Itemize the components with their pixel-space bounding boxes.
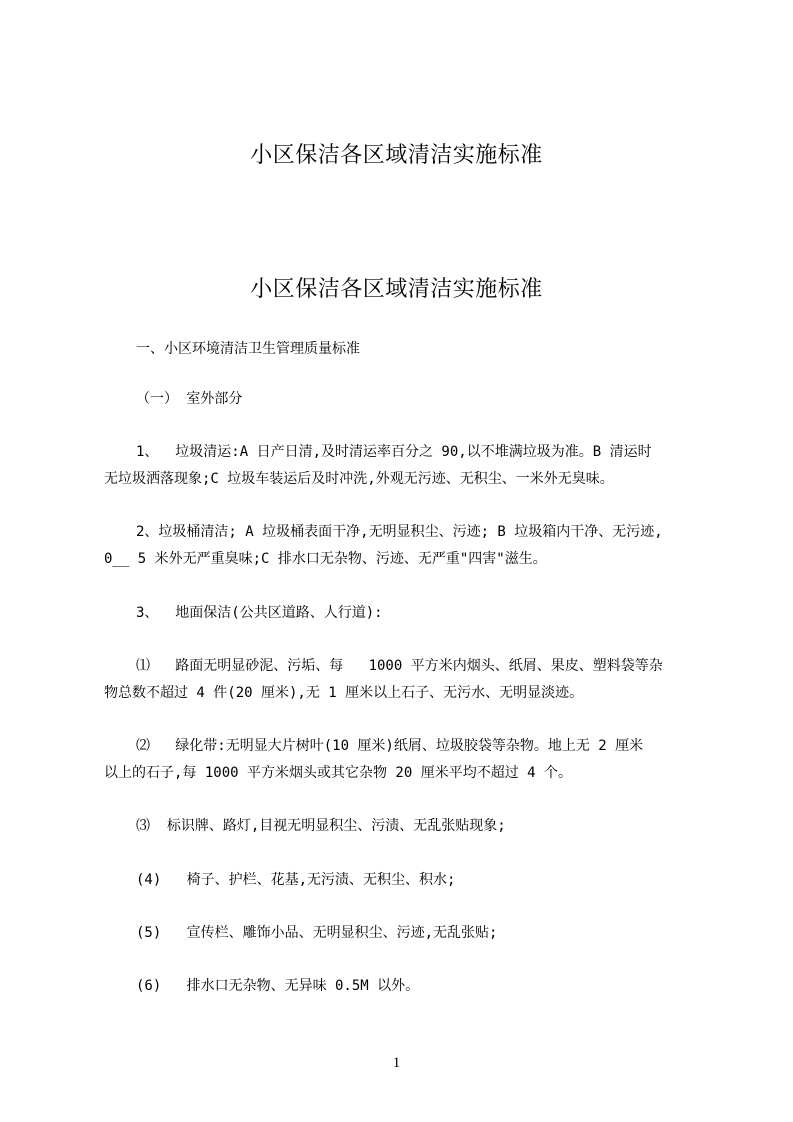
item-1-line-1: 1、 垃圾清运:A 日产日清,及时清运率百分之 90,以不堆满垃圾为准。B 清运时 [136,444,652,460]
section-1-heading: 一、小区环境清洁卫生管理质量标准 [136,341,360,357]
item-2-line-1: 2、垃圾桶清洁; A 垃圾桶表面干净,无明显积尘、污迹; B 垃圾箱内干净、无污迹, [136,524,663,540]
item-3-sub-3: ⑶ 标识牌、路灯,目视无明显积尘、污渍、无乱张贴现象; [136,818,506,834]
cover-title: 小区保洁各区域清洁实施标准 [250,143,543,168]
item-3-sub-5: (5) 宣传栏、雕饰小品、无明显积尘、污迹,无乱张贴; [136,925,498,941]
page-number: 1 [392,1055,401,1071]
main-title: 小区保洁各区域清洁实施标准 [250,277,543,302]
subsection-1-heading: （一） 室外部分 [136,391,243,407]
item-3-sub-6: (6) 排水口无杂物、无异味 0.5M 以外。 [136,978,420,994]
item-3-sub-2-line-1: ⑵ 绿化带:无明显大片树叶(10 厘米)纸屑、垃圾胶袋等杂物。地上无 2 厘米 [136,738,644,754]
item-3-sub-1-line-2: 物总数不超过 4 件(20 厘米),无 1 厘米以上石子、无污水、无明显淡迹。 [104,685,584,701]
item-3-heading: 3、 地面保洁(公共区道路、人行道): [136,605,383,621]
item-1-line-2: 无垃圾洒落现象;C 垃圾车装运后及时冲洗,外观无污迹、无积尘、一米外无臭味。 [104,471,614,487]
item-3-sub-2-line-2: 以上的石子,每 1000 平方米烟头或其它杂物 20 厘米平均不超过 4 个。 [104,765,573,781]
item-2-line-2: 0__ 5 米外无严重臭味;C 排水口无杂物、污迹、无严重"四害"滋生。 [104,551,547,567]
item-3-sub-4: (4) 椅子、护栏、花基,无污渍、无积尘、积水; [136,872,456,888]
item-3-sub-1-line-1: ⑴ 路面无明显砂泥、污垢、每 1000 平方米内烟头、纸屑、果皮、塑料袋等杂 [136,658,663,674]
